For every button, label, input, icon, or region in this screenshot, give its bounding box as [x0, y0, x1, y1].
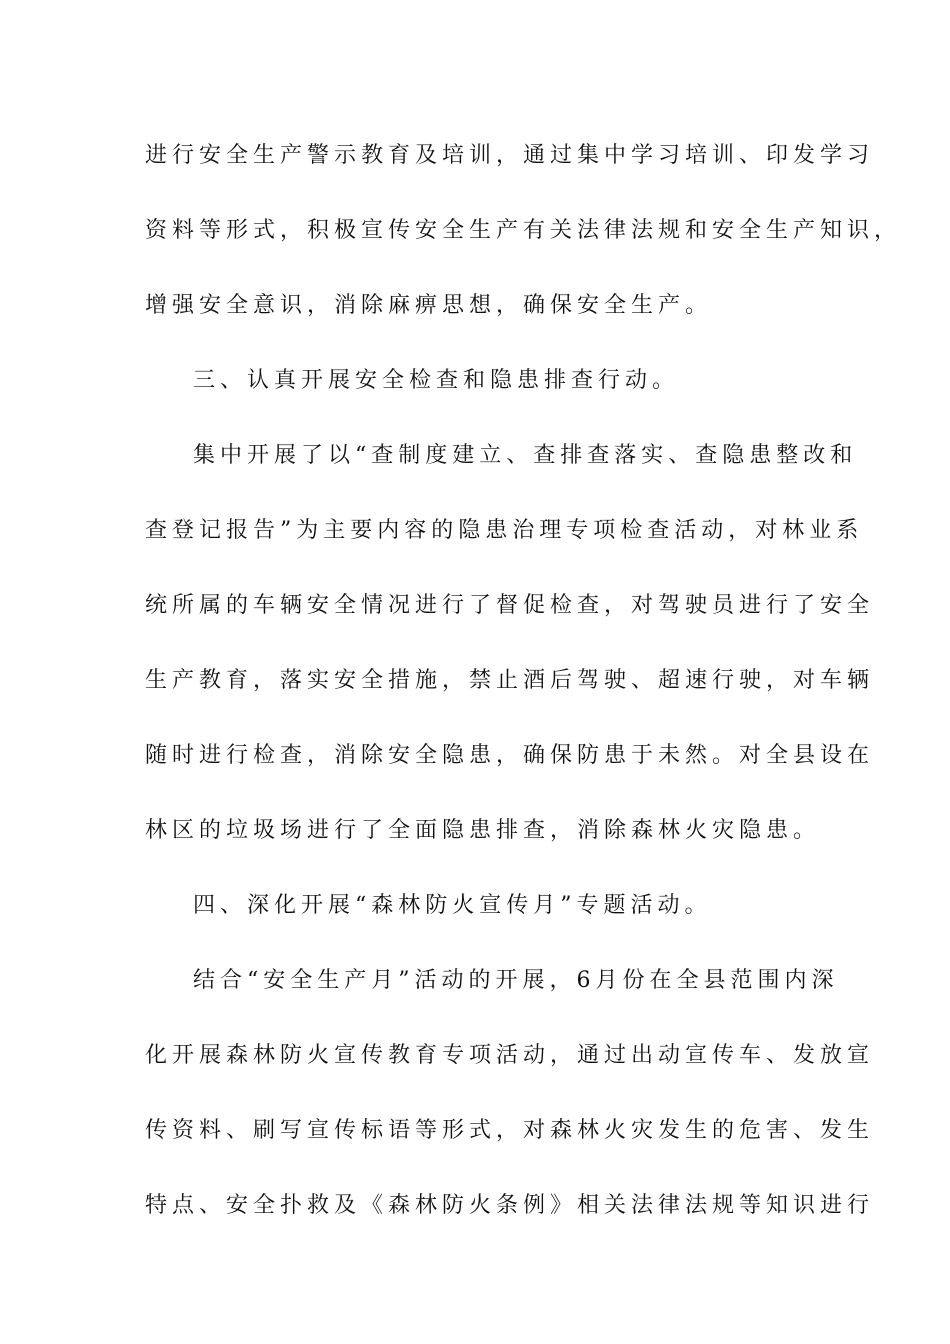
body-text-line: 增强安全意识，消除麻痹思想，确保安全生产。	[145, 293, 713, 318]
body-text-line: 集中开展了以“查制度建立、查排查落实、查隐患整改和	[193, 443, 858, 468]
body-text-line: 结合“安全生产月”活动的开展，6月份在全县范围内深	[193, 968, 839, 993]
body-text-line: 统所属的车辆安全情况进行了督促检查，对驾驶员进行了安全	[145, 593, 875, 618]
body-text-line: 进行安全生产警示教育及培训，通过集中学习培训、印发学习	[145, 143, 875, 168]
body-text-line: 传资料、刷写宣传标语等形式，对森林火灾发生的危害、发生	[145, 1118, 875, 1143]
section-heading: 四、深化开展“森林防火宣传月”专题活动。	[193, 893, 712, 918]
body-text-line: 查登记报告”为主要内容的隐患治理专项检查活动，对林业系	[145, 518, 864, 543]
body-text-line: 生产教育，落实安全措施，禁止酒后驾驶、超速行驶，对车辆	[145, 668, 875, 693]
section-heading: 三、认真开展安全检查和隐患排查行动。	[193, 368, 680, 393]
body-text-line: 随时进行检查，消除安全隐患，确保防患于未然。对全县设在	[145, 743, 875, 768]
body-text-line: 资料等形式，积极宣传安全生产有关法律法规和安全生产知识，	[145, 218, 902, 243]
body-text-line: 化开展森林防火宣传教育专项活动，通过出动宣传车、发放宣	[145, 1043, 875, 1068]
body-text-line: 林区的垃圾场进行了全面隐患排查，消除森林火灾隐患。	[145, 818, 821, 843]
body-text-line: 特点、安全扑救及《森林防火条例》相关法律法规等知识进行	[145, 1193, 875, 1218]
